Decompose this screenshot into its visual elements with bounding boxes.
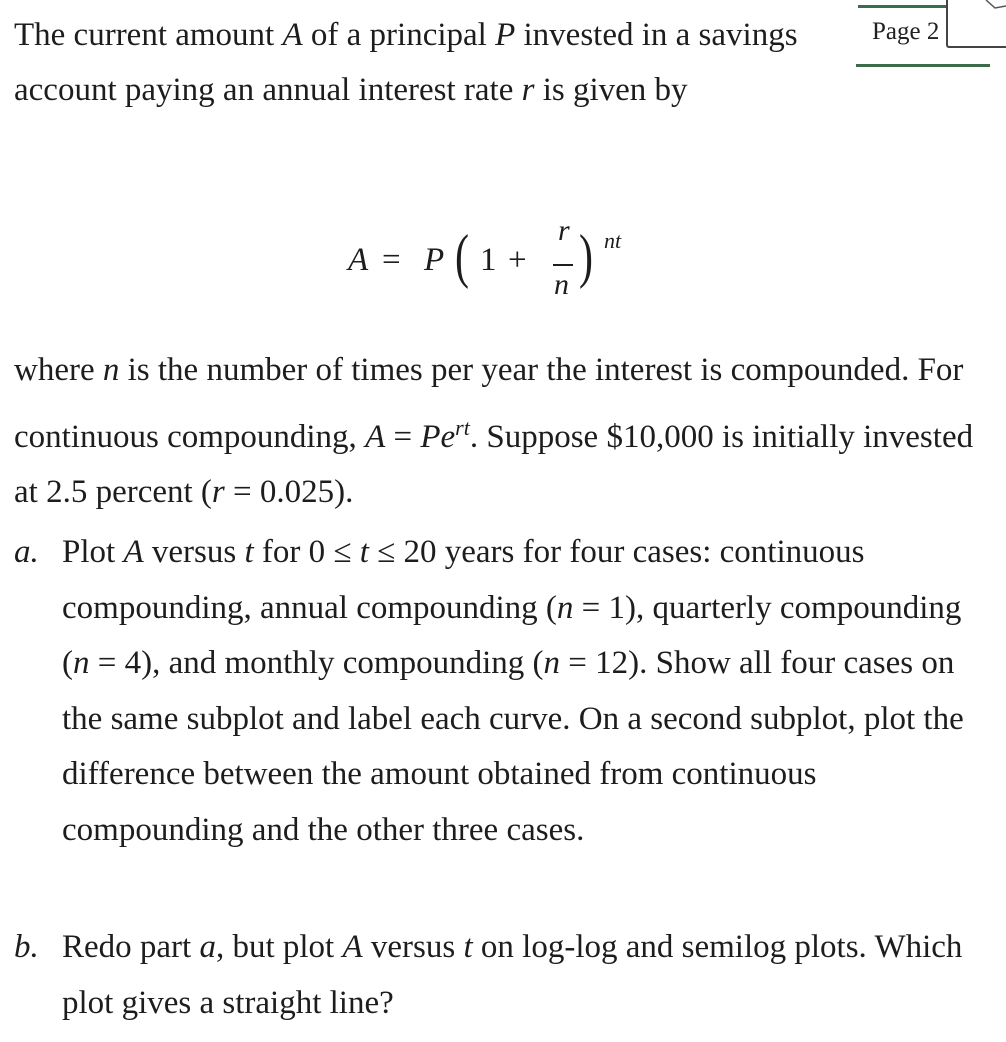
eq-fraction-bar [553, 264, 573, 266]
var-r: r [521, 72, 535, 108]
page-corner-icon [985, 0, 1006, 10]
eq-left-paren: ( [454, 223, 469, 289]
intro-paragraph: The current amount A of a principal P invested in a savings account paying an annual interest rate r is given by [14, 17, 798, 108]
eq-lhs: A [348, 242, 369, 278]
page-number-label: Page 2 [872, 18, 940, 45]
eq-principal: P [424, 242, 445, 278]
eq-plus: + [508, 242, 527, 278]
part-a-text: Plot A versus t for 0 ≤ t ≤ 20 years for four cases: continuous compounding, annual compounding (n = 1), quarterly compounding (n = 4), and monthly compounding (n = 12). Show all four cases on the same subplot and label each curve. On a second subplot, plot the difference between the amount obtained from continuous compounding and the other three cases. [62, 534, 964, 848]
part-b [0, 920, 1006, 1040]
eq-denominator: n [554, 268, 569, 301]
eq-one: 1 [480, 242, 497, 278]
eq-equals: = [382, 242, 401, 278]
compound-interest-equation [348, 210, 648, 310]
page-tab[interactable] [856, 0, 990, 68]
page-tab-top-rule [858, 5, 946, 8]
var-A: A [282, 17, 303, 53]
eq-exponent: nt [604, 228, 622, 253]
part-b-marker: b. [14, 929, 39, 965]
eq-numerator: r [558, 214, 570, 247]
part-b-text: Redo part a, but plot A versus t on log-log and semilog plots. Which plot gives a straight line? [62, 929, 963, 1021]
var-P: P [495, 17, 516, 53]
where-paragraph: where n is the number of times per year the interest is compounded. For continuous compounding, $A = Pe^{rt}$. Suppose $10,000 is initially invested at 2.5 percent (r = 0.025). [14, 352, 974, 510]
eq-right-paren: ) [578, 223, 593, 289]
part-a [0, 525, 1006, 915]
part-a-marker: a. [14, 534, 39, 570]
page-tab-bottom-rule [856, 64, 990, 67]
